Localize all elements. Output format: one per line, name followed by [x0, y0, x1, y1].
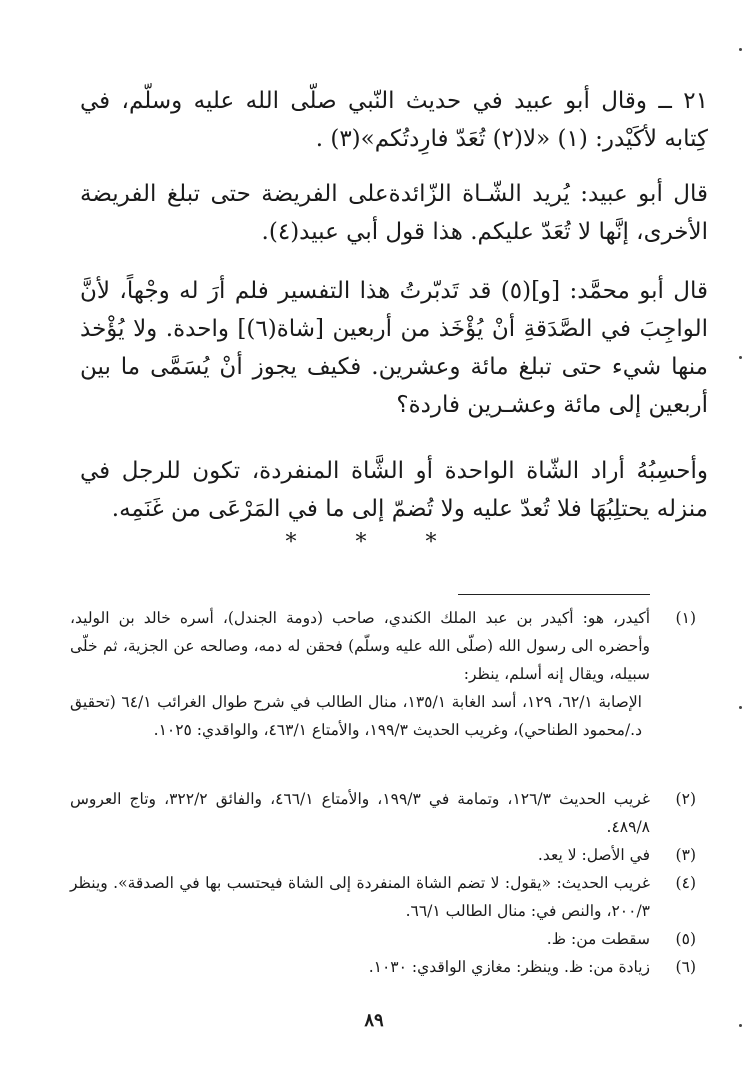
- footnote-2: [70, 785, 696, 841]
- footnote-text: زيادة من: ظ. وينظر: مغازي الواقدي: ١٠٣٠.: [368, 958, 650, 976]
- footnote-references: الإصابة ٦٢/١، ١٢٩، أسد الغابة ١٣٥/١، منال الطالب في شرح طوال الغرائب ٦٤/١ (تحقيق د./محمود الطناحي)، وغريب الحديث ١٩٩/٣، والأمتاع ٤٦٣/١، والواقدي: ١٠٢٥.: [70, 693, 642, 739]
- edge-mark: [739, 48, 742, 51]
- footnote-1: [70, 604, 696, 744]
- footnote-6: [70, 953, 696, 981]
- footnote-number: (٥): [675, 930, 696, 948]
- edge-mark: [739, 1024, 742, 1027]
- footnote-number: (٢): [675, 790, 696, 808]
- paragraph-hadith-21: ٢١ ــ وقال أبو عبيد في حديث النّبي صلّى الله عليه وسلّم، في كِتابه لأكَيْدر: (١) «لا(٢) تُعَدّ فارِدتُكم»(٣) .: [80, 88, 708, 152]
- paragraph-abu-ubaid-explanation: قال أبو عبيد: يُريد الشّـاة الزّائدةعلى الفريضة حتى تبلغ الفريضة الأخرى، إنَّها لا تُعَدّ عليكم. هذا قول أبي عبيد(٤).: [80, 181, 708, 245]
- footnote-3: [70, 841, 696, 869]
- footnote-divider: [458, 594, 650, 595]
- footnote-number: (٤): [675, 874, 696, 892]
- footnote-text: أكيدر، هو: أكيدر بن عبد الملك الكندي، صاحب (دومة الجندل)، أسره خالد بن الوليد، وأحضره الى رسول الله (صلّى الله عليه وسلّم) فحقن له دمه، وصالحه عن الجزية، ثم خلّى سبيله، ويقال إنه أسلم، ينظر:: [70, 609, 650, 683]
- footnote-text: غريب الحديث ١٢٦/٣، وتمامة في ١٩٩/٣، والأمتاع ٤٦٦/١، والفائق ٣٢٢/٢، وتاج العروس ٤٨٩/٨.: [70, 790, 650, 836]
- footnote-text: غريب الحديث: «يقول: لا تضم الشاة المنفردة إلى الشاة فيحتسب بها في الصدقة». وينظر ٢٠٠/٣، والنص في: منال الطالب ٦٦/١.: [70, 874, 650, 920]
- paragraph-author-opinion: وأحسِبُهُ أراد الشّاة الواحدة أو الشَّاة المنفردة، تكون للرجل في منزله يحتلِبُهَا فلا تُعدّ عليه ولا تُضمّ إلى ما في المَرْعَى من غَنَمِه.: [80, 458, 708, 522]
- footnote-number: (٣): [675, 846, 696, 864]
- footnote-4: [70, 869, 696, 925]
- footnote-5: [70, 925, 696, 953]
- section-separator: * * *: [285, 530, 463, 555]
- footnote-number: (٦): [675, 958, 696, 976]
- edge-mark: [739, 356, 742, 359]
- footnote-text: سقطت من: ظ.: [546, 930, 650, 948]
- footnote-number: (١): [675, 609, 696, 627]
- edge-mark: [739, 706, 742, 709]
- page-number: ٨٩: [364, 1010, 384, 1031]
- paragraph-abu-muhammad-commentary: قال أبو محمَّد: [و](٥) قد تَدبّرتُ هذا التفسير فلم أرَ له وجْهاً، لأنَّ الواجِبَ في الصَّدَقةِ أنْ يُؤْخَذ من أربعين [شاة(٦)] واحدة. ولا يُؤْخذ منها شيء حتى تبلغ مائة وعشرين. فكيف يجوز أنْ يُسَمَّى ما بين أربعين إلى مائة وعشـرين فاردة؟: [80, 278, 709, 418]
- footnote-text: في الأصل: لا يعد.: [537, 846, 650, 864]
